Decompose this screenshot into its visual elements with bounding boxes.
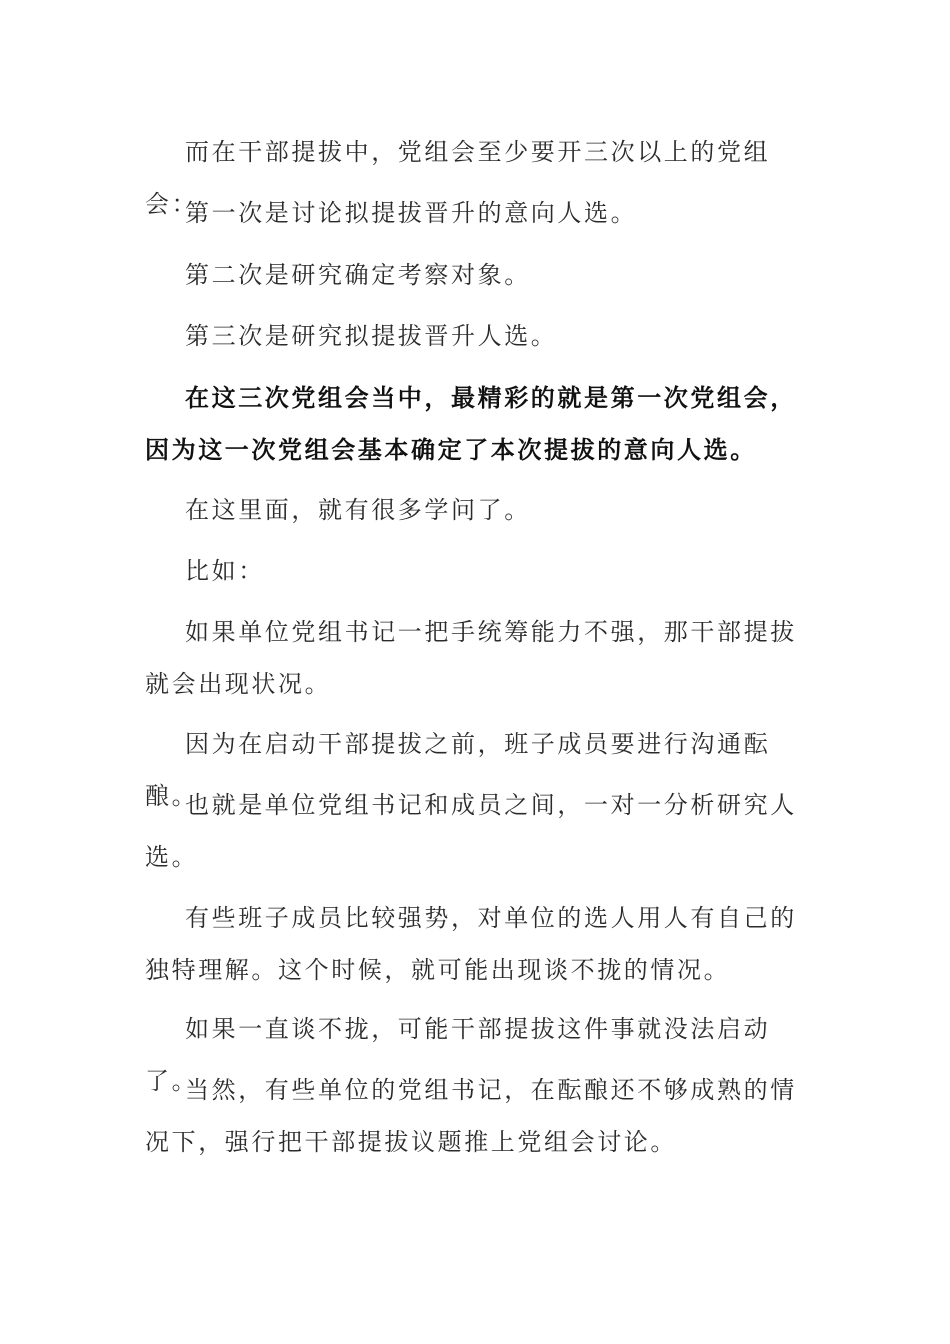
paragraph-10: 也就是单位党组书记和成员之间，一对一分析研究人选。 — [145, 791, 797, 871]
paragraph-6: 在这里面，就有很多学问了。 — [185, 496, 531, 524]
paragraph-7: 比如： — [185, 557, 265, 585]
paragraph-11: 有些班子成员比较强势，对单位的选人用人有自己的独特理解。这个时候，就可能出现谈不拢的情况。 — [145, 904, 797, 984]
paragraph-1: 而在干部提拔中，党组会至少要开三次以上的党组会： — [145, 138, 771, 218]
paragraph-12: 如果一直谈不拢，可能干部提拔这件事就没法启动了。 — [145, 1015, 771, 1095]
paragraph-4: 第三次是研究拟提拔晋升人选。 — [185, 322, 558, 350]
paragraph-9: 因为在启动干部提拔之前，班子成员要进行沟通酝酿。 — [145, 730, 771, 810]
paragraph-5-emphasis: 在这三次党组会当中，最精彩的就是第一次党组会，因为这一次党组会基本确定了本次提拔的意向人选。 — [145, 383, 797, 464]
paragraph-13: 当然，有些单位的党组书记，在酝酿还不够成熟的情况下，强行把干部提拔议题推上党组会讨论。 — [145, 1076, 797, 1156]
paragraph-8: 如果单位党组书记一把手统筹能力不强，那干部提拔就会出现状况。 — [145, 618, 797, 698]
paragraph-2: 第一次是讨论拟提拔晋升的意向人选。 — [185, 199, 638, 227]
paragraph-3: 第二次是研究确定考察对象。 — [185, 261, 531, 289]
